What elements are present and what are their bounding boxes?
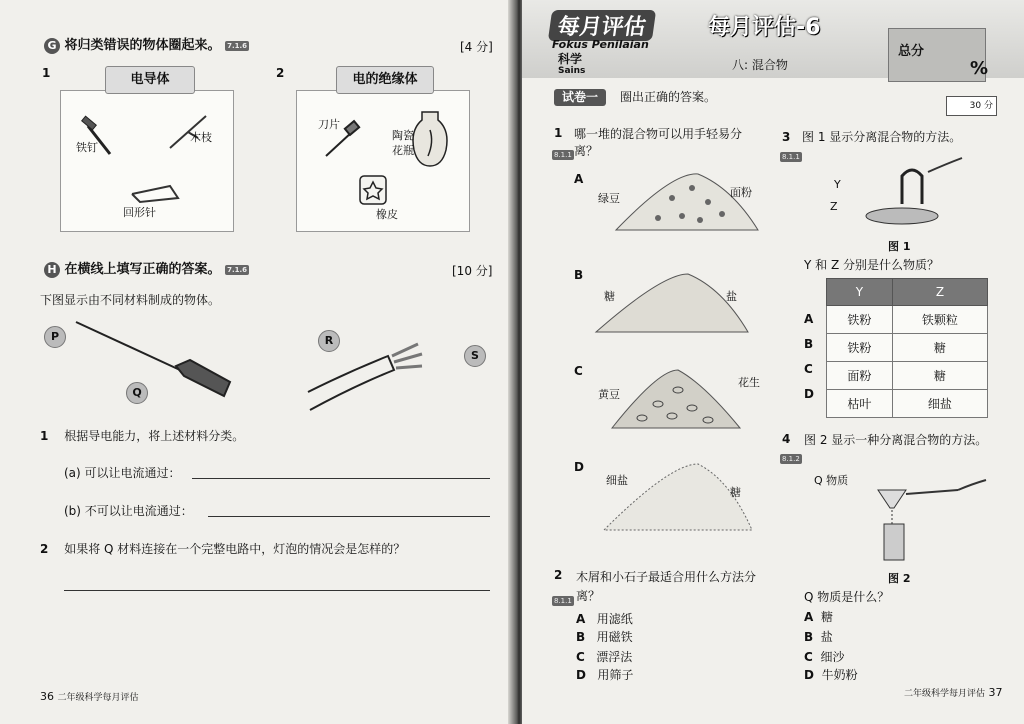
mung-bean-flour-pile <box>612 168 762 238</box>
fig-label-z: Z <box>830 200 838 213</box>
intro-text: 下图显示由不同材料制成的物体。 <box>40 293 221 307</box>
answer-line[interactable] <box>64 590 490 591</box>
skill-tag: 7.1.6 <box>227 41 248 50</box>
question-number: 2 <box>40 542 49 556</box>
option-d[interactable]: D 用筛子 <box>576 668 634 682</box>
section-g-heading <box>44 38 249 54</box>
section-h-heading <box>44 262 249 278</box>
section-instruction: 将归类错误的物体圈起来。 <box>64 38 221 53</box>
pile-label: 细盐 <box>606 474 628 487</box>
fig-label: Q 物质 <box>814 474 849 487</box>
right-page <box>522 0 1024 724</box>
figure-caption: 图 2 <box>888 572 911 585</box>
box-title: 电的绝缘体 <box>336 66 434 94</box>
pile-label: 绿豆 <box>598 192 620 205</box>
option-a[interactable]: A 糖 <box>804 610 833 624</box>
section-letter-badge: H <box>44 262 60 278</box>
option-letter[interactable]: D <box>804 387 814 401</box>
box-title: 电导体 <box>105 66 195 94</box>
paper-marks: 30 分 <box>946 96 997 116</box>
screwdriver-cable-drawing <box>40 316 500 426</box>
answer-b-label: (b) 不可以让电流通过： <box>64 504 193 518</box>
fokus-label: Fokus Penilaian <box>552 38 649 51</box>
question-1 <box>40 429 244 444</box>
label-q: Q <box>126 382 148 404</box>
label-r: R <box>318 330 340 352</box>
answer-b-line[interactable] <box>208 516 490 517</box>
table-row[interactable]: 铁粉 糖 <box>827 334 988 362</box>
answer-a-line[interactable] <box>192 478 490 479</box>
footer-text: 二年级科学每月评估 <box>57 693 139 703</box>
question-text: 哪一堆的混合物可以用手轻易分离？ <box>574 127 743 158</box>
option-letter[interactable]: D <box>574 460 584 474</box>
pile-label: 盐 <box>726 290 737 303</box>
topic: 八: 混合物 <box>732 58 788 72</box>
table-row[interactable]: 枯叶 细盐 <box>827 390 988 418</box>
question-number: 4 <box>782 432 791 446</box>
option-letter[interactable]: B <box>804 337 814 351</box>
item-label: 回形针 <box>123 206 156 219</box>
soybean-peanut-pile <box>608 364 744 434</box>
option-letter[interactable]: A <box>574 172 584 186</box>
table-header: Y <box>827 279 893 306</box>
item-label: 橡皮 <box>376 208 398 221</box>
option-letter[interactable]: A <box>804 312 814 326</box>
pile-label: 花生 <box>738 376 760 389</box>
answer-a-label: (a) 可以让电流通过： <box>64 466 181 480</box>
pile-label: 糖 <box>604 290 615 303</box>
option-b[interactable]: B 盐 <box>804 630 833 644</box>
question-text: Y 和 Z 分别是什么物质？ <box>804 258 939 272</box>
label-s: S <box>464 345 486 367</box>
total-label: 总分 <box>898 44 925 59</box>
pile-label: 糖 <box>730 486 741 499</box>
question-number: 2 <box>276 66 285 80</box>
question-number: 1 <box>40 429 49 443</box>
paper-instruction: 圈出正确的答案。 <box>620 90 717 104</box>
label-p: P <box>44 326 66 348</box>
option-c[interactable]: C 细沙 <box>804 650 845 664</box>
skill-tag: 7.1.6 <box>227 265 248 274</box>
marks: [4 分] <box>460 40 493 54</box>
option-letter[interactable]: B <box>574 268 584 282</box>
pile-label: 黄豆 <box>598 388 620 401</box>
option-a[interactable]: A 用滤纸 <box>576 612 633 626</box>
item-label: 陶瓷花瓶 <box>392 129 414 157</box>
option-c[interactable]: C 漂浮法 <box>576 650 633 664</box>
footer <box>40 690 139 704</box>
question-number: 2 <box>554 568 563 582</box>
skill-tag: 8.1.1 <box>554 596 572 605</box>
question-text: 根据导电能力，将上述材料分类。 <box>64 429 245 443</box>
figure-caption: 图 1 <box>888 240 911 253</box>
pile-label: 面粉 <box>730 186 752 199</box>
question-number: 3 <box>782 130 791 144</box>
question-number: 1 <box>42 66 51 80</box>
skill-tag: 8.1.1 <box>782 152 800 161</box>
paper-label: 试卷一 <box>554 89 606 106</box>
skill-tag: 8.1.2 <box>782 454 800 463</box>
filtration-figure <box>862 476 992 566</box>
answer-table <box>826 278 988 418</box>
skill-tag: 8.1.1 <box>554 150 572 159</box>
table-header: Z <box>892 279 987 306</box>
question-text: Q 物质是什么？ <box>804 590 890 604</box>
logo: 每月评估 <box>548 10 656 41</box>
item-label: 木枝 <box>190 131 212 144</box>
page-number: 37 <box>988 686 1003 699</box>
table-row[interactable]: 面粉 糖 <box>827 362 988 390</box>
table-row[interactable]: 铁粉 铁颗粒 <box>827 306 988 334</box>
question-number: 1 <box>554 126 563 140</box>
question-text: 图 2 显示一种分离混合物的方法。 <box>804 433 988 447</box>
fig-label-y: Y <box>834 178 841 191</box>
subject: 科学 <box>558 52 583 66</box>
percent-sign: % <box>970 58 989 79</box>
subject-malay: Sains <box>558 66 586 76</box>
question-text: 木屑和小石子最适合用什么方法分离？ <box>576 570 757 603</box>
question-text: 如果将 Q 材料连接在一个完整电路中，灯泡的情况会是怎样的？ <box>64 542 406 556</box>
option-b[interactable]: B 用磁铁 <box>576 630 633 644</box>
section-letter-badge: G <box>44 38 60 54</box>
marks: [10 分] <box>452 264 493 278</box>
item-label: 铁钉 <box>76 141 98 154</box>
magnet-separation-figure <box>842 156 972 236</box>
option-letter[interactable]: C <box>804 362 813 376</box>
assessment-title: 每月评估-6 <box>708 15 821 40</box>
question-2 <box>40 542 405 557</box>
footer <box>904 686 1003 700</box>
section-instruction: 在横线上填写正确的答案。 <box>64 262 221 277</box>
footer-text: 二年级科学每月评估 <box>904 689 986 699</box>
page-number: 36 <box>40 690 54 703</box>
question-text: 图 1 显示分离混合物的方法。 <box>802 130 962 144</box>
option-letter[interactable]: C <box>574 364 583 378</box>
item-label: 刀片 <box>318 118 340 131</box>
option-d[interactable]: D 牛奶粉 <box>804 668 858 682</box>
